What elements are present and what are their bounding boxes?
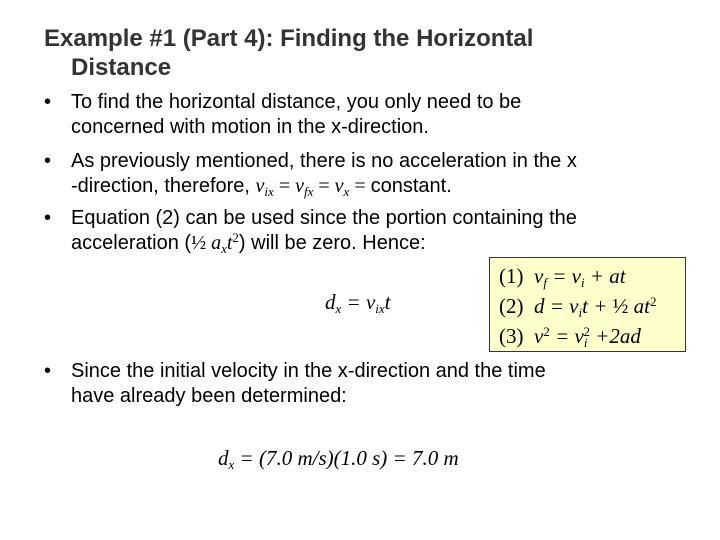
bullet-1-line-1: To find the horizontal distance, you only need to be [71,91,522,113]
bullet-1-line-2: concerned with motion in the x-direction. [71,116,429,138]
bullet-2 [44,149,694,199]
bullet-4-line-1: Since the initial velocity in the x-direction and the time [71,360,546,382]
bullet-3 [44,206,694,256]
title-line-1: Example #1 (Part 4): Finding the Horizontal [44,25,534,52]
slide-title [44,24,684,82]
bullet-marker: • [44,207,52,229]
dx-equation: $d_x = v_{ix}t$ [325,290,391,316]
bullet-4 [44,359,694,409]
bullet-marker: • [44,150,52,172]
bullet-2-line-2 [44,174,694,199]
bullet-3-line-2: acceleration (½ $a_xt^2$) will be zero. Hence: [71,230,426,256]
bullet-4-line-2: have already been determined: [71,385,347,407]
bullet-1 [44,90,694,140]
bullet-marker: • [44,360,52,382]
half-axt2-term: ½ $a_xt^2$ [191,230,239,256]
title-line-2: Distance [71,54,172,81]
kinematic-equations-box [489,257,686,352]
equation-1: (1) $v_f = v_i$ + at [499,264,626,290]
final-result-equation: $d_x = (7.0$ m/s)(1.0 s) = 7.0 m [218,446,459,472]
equation-3: (3) $v^2 = v_i^2 +2ad$ [499,324,641,350]
constant-text: constant. [370,175,452,197]
bullet-2-text: -direction, therefore, [71,175,256,197]
bullet-3-line-1: Equation (2) can be used since the portion containing the [71,207,577,229]
bullet-2-line-1: As previously mentioned, there is no acceleration in the x [71,150,577,172]
equation-2: (2) $d = v_it$ + ½ $at^2$ [499,294,657,320]
vix-symbol: $v_{ix} = v_{fx} = v_x$ = [255,175,371,199]
bullet-marker: • [44,91,52,113]
